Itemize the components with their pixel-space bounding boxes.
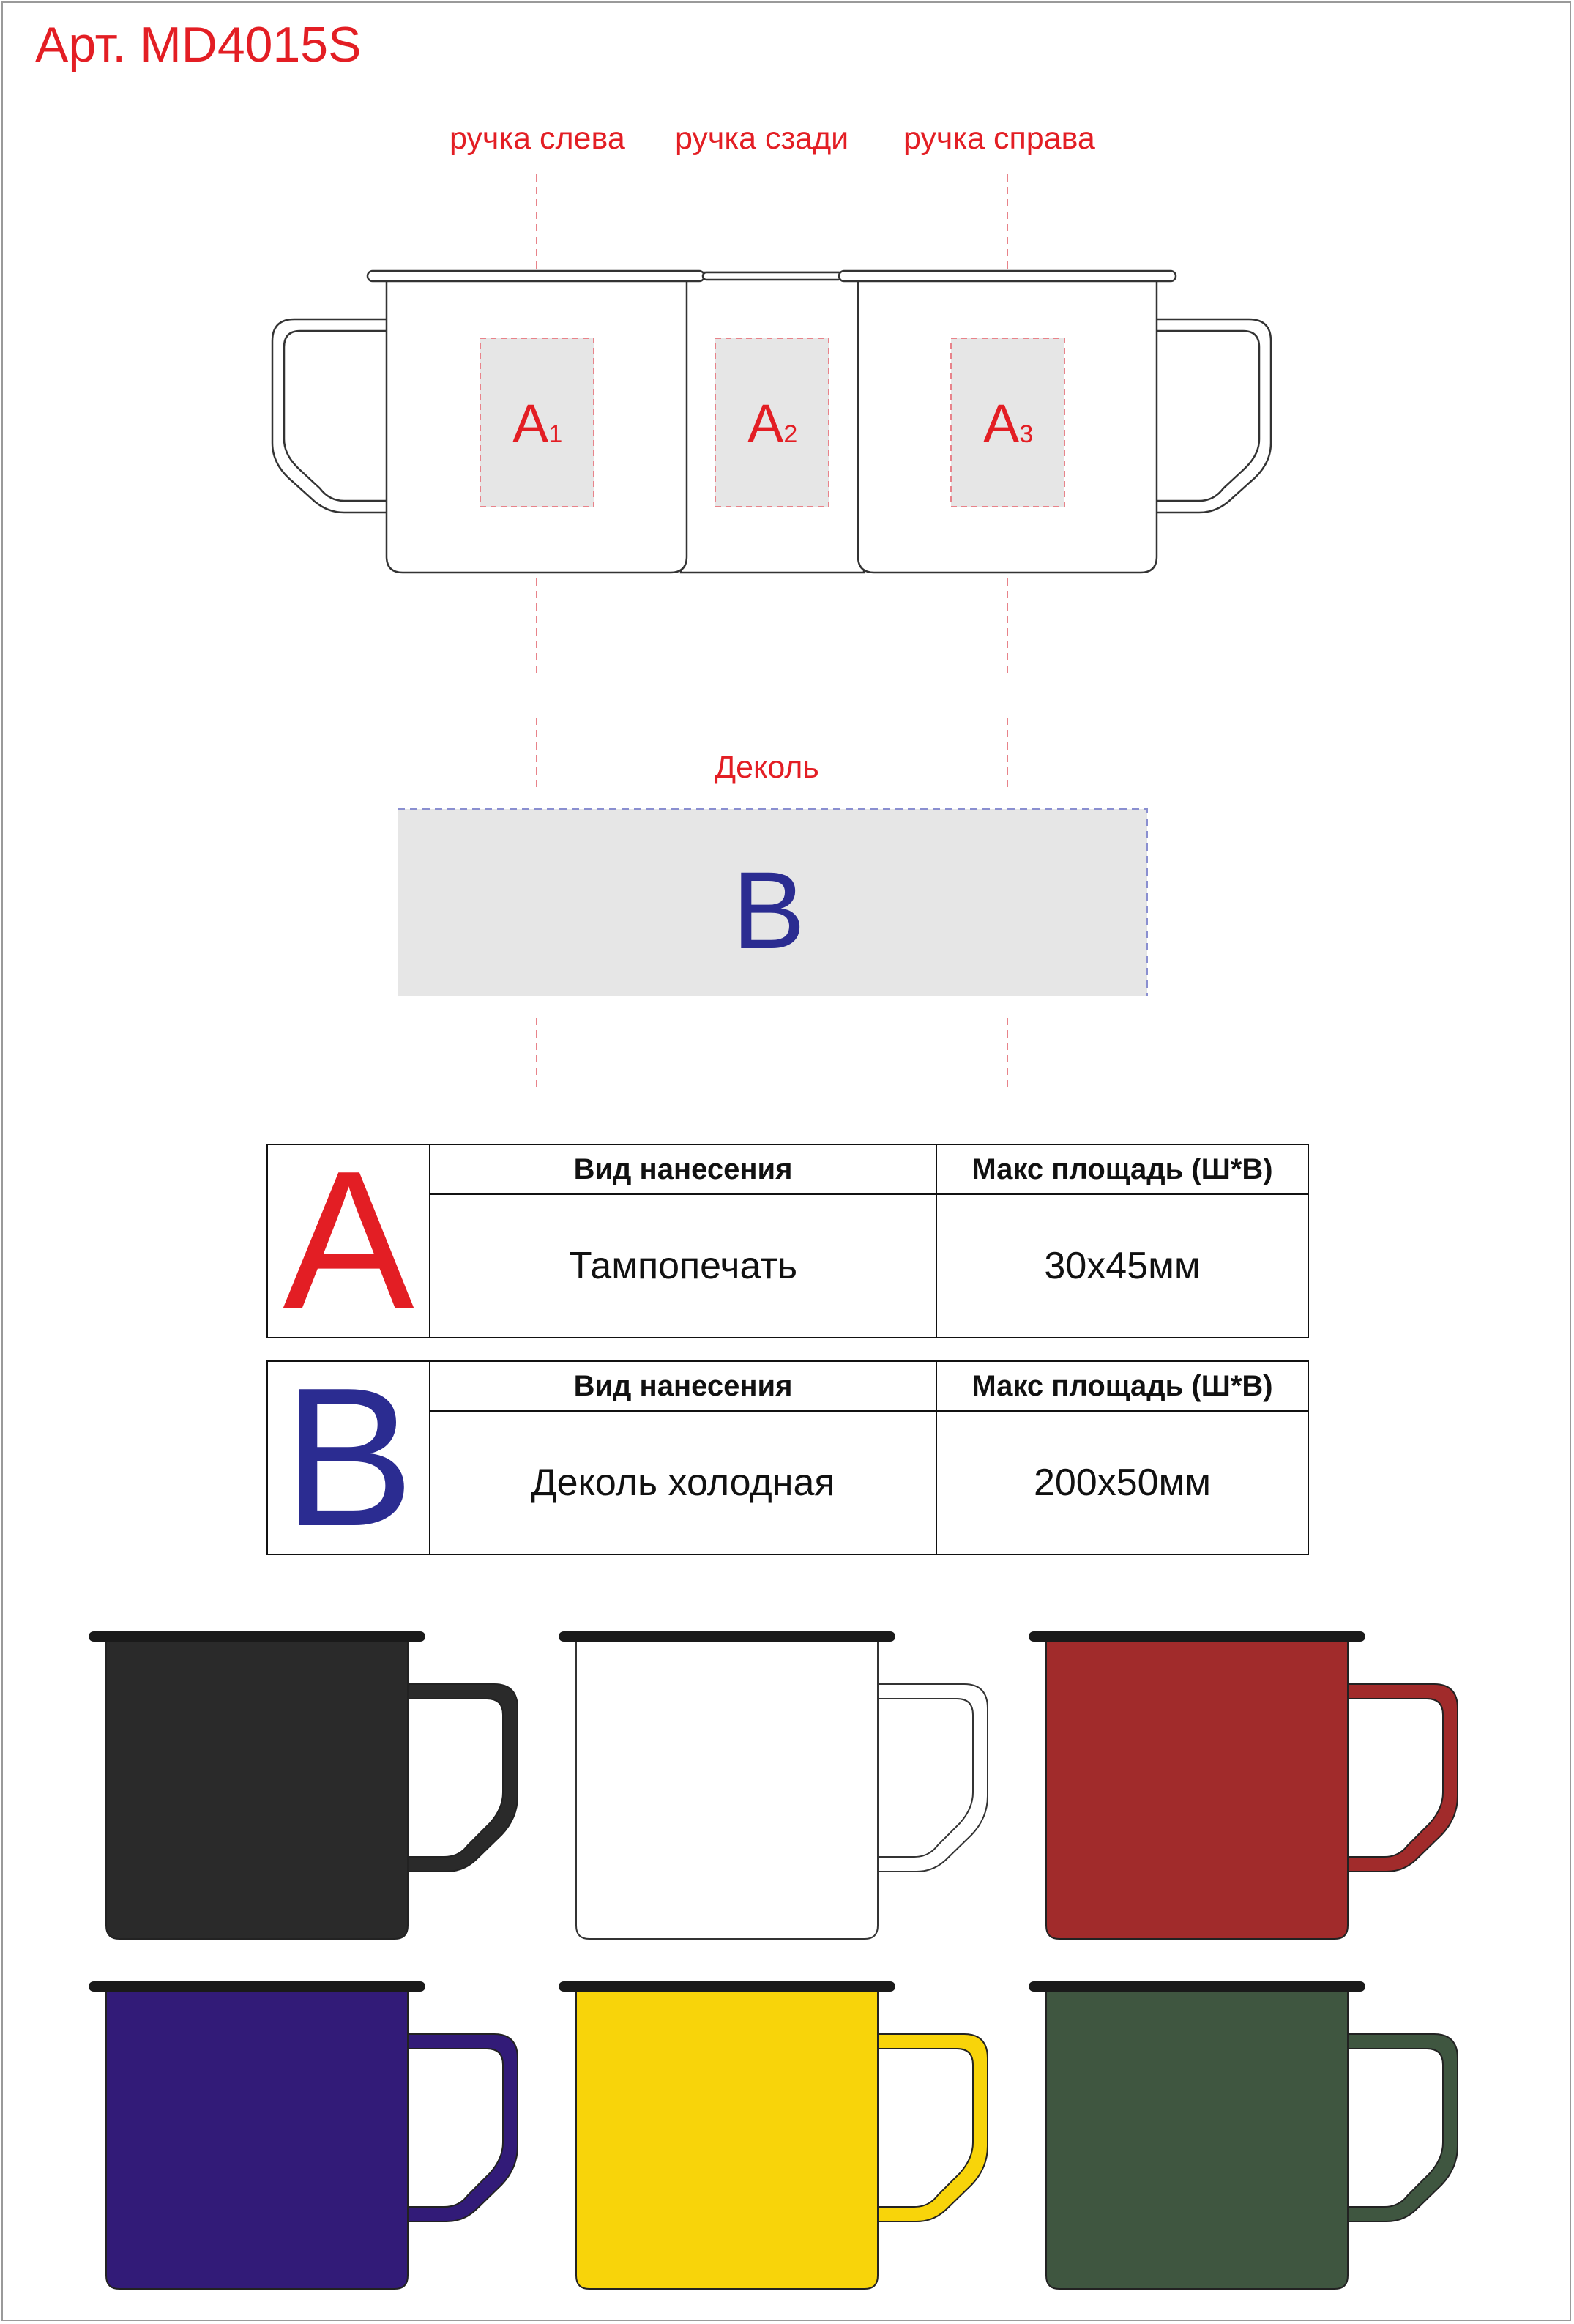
spec-table-a-method-header: Вид нанесения [430, 1145, 937, 1195]
mug-color-variant-1 [89, 1631, 518, 1939]
mug-body [576, 1989, 878, 2289]
spec-table-a-method: Тампопечать [430, 1195, 937, 1337]
mug-rim [559, 1631, 895, 1642]
mug-rim [89, 1631, 425, 1642]
spec-table-b-area: 200х50мм [1033, 1461, 1212, 1504]
spec-table-a-area-header: Макс площадь (Ш*В) [937, 1145, 1308, 1195]
zone-a1-label: A1 [512, 393, 563, 454]
mug-color-variant-4 [89, 1981, 518, 2289]
decal-label: Деколь [715, 750, 819, 785]
label-handle-right: ручка справа [903, 121, 1095, 156]
zone-a3-label: A3 [983, 393, 1034, 454]
mug-rim [1029, 1631, 1365, 1642]
mug-body [106, 1989, 408, 2289]
mug-color-variant-3 [1029, 1631, 1458, 1939]
mug-color-variant-5 [559, 1981, 988, 2289]
label-handle-left: ручка слева [450, 121, 625, 156]
label-handle-back: ручка сзади [675, 121, 849, 156]
article-title: Арт. MD4015S [35, 17, 362, 72]
spec-table-b-method: Деколь холодная [430, 1412, 937, 1554]
mug-body [1046, 1989, 1348, 2289]
spec-table-a-letter: A [268, 1145, 430, 1337]
spec-table-a-area: 30х45мм [1044, 1245, 1201, 1287]
mug-body [106, 1639, 408, 1939]
mug-body [1046, 1639, 1348, 1939]
mug-rim [559, 1981, 895, 1992]
zone-b-label: B [732, 849, 806, 972]
mug-rim [89, 1981, 425, 1992]
spec-table-b-method-header: Вид нанесения [430, 1362, 937, 1412]
mug-body [576, 1639, 878, 1939]
spec-table-b-area-header: Макс площадь (Ш*В) [937, 1362, 1308, 1412]
mug-color-variant-6 [1029, 1981, 1458, 2289]
mug-color-variant-2 [559, 1631, 988, 1939]
zone-a2-label: A2 [747, 393, 798, 454]
spec-table-b-letter: B [268, 1362, 430, 1554]
mug-rim [1029, 1981, 1365, 1992]
